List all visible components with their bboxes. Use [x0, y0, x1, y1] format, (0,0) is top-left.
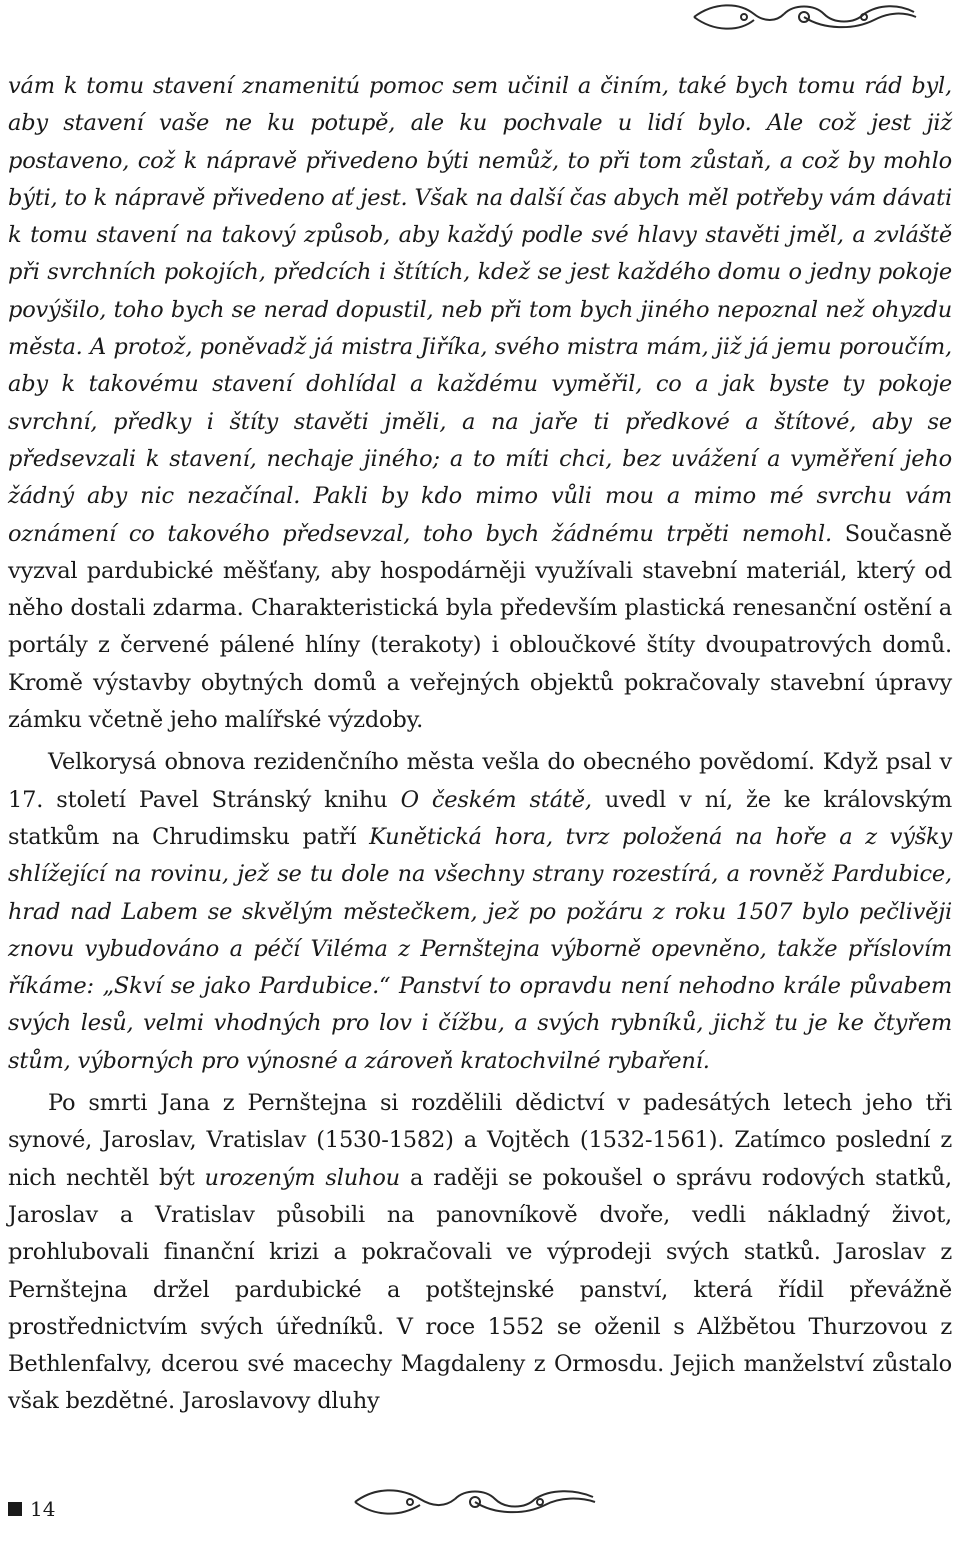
paragraph [8, 68, 952, 739]
paragraph [8, 744, 952, 1080]
italic-text: O českém státě, [400, 786, 592, 813]
page-footer [8, 1497, 55, 1521]
flourish-ornament-icon [684, 0, 924, 34]
body-text-run: Současně vyzval pardubické měšťany, aby hospodárněji využívali stavební materiál, který od něho dostali zdarma. Charakteristická byla především plastická renesanční ostění a portály z červené pálené hlíny (terakoty) i obloučkové štíty dvoupatrových domů. Kromě výstavby obytných domů a veřejných objektů pokračovaly stavební úpravy zámku včetně jeho malířské výzdoby. [8, 520, 953, 734]
body-text-run: Velkorysá obnova rezidenčního města vešla do obecného povědomí. Když psal v 17. století Pavel Stránský knihu [8, 749, 952, 813]
page-number: 14 [30, 1497, 56, 1521]
italic-text: vám k tomu stavení znamenitú pomoc sem učinil a činím, také bych tomu rád byl, aby stavení vaše ne ku potupě, ale ku pochvale u lidí bylo. Ale což jest již postaveno, což k nápravě přivedeno býti nemůž, to při tom zůstaň, a což by mohlo býti, to k nápravě přivedeno ať jest. Však na další čas abych měl potřeby vám dávati k tomu stavení na takový způsob, aby každý podle své hlavy stavěti jměl, a zvláště při svrchních pokojích, předcích i štítích, kdež se jest každého domu o jedny pokoje povýšilo, toho bych se nerad dopustil, neb při tom bych jiného nepoznal než ohyzdu města. A protož, poněvadž já mistra Jiříka, svého mistra mám, již já jemu poroučím, aby k takovému stavení dohlídal a každému vyměřil, co a jak byste ty pokoje svrchní, předky i štíty stavěti jměli, a na jaře ti předkové a štítové, aby se předsevzali k stavení, nechaje jiného; a to míti chci, bez uvážení a vyměření jeho žádný aby nic nezačínal. Pakli by kdo mimo vůli mou a mimo mé svrchu vám oznámení co takového předsevzal, toho bych žádnému trpěti nemohl. [8, 73, 952, 547]
body-text [8, 68, 952, 1421]
italic-text: Kunětická hora, tvrz položená na hoře a z výšky shlížející na rovinu, jež se tu dole na všechny strany rozestírá, a rovněž Pardubice, hrad nad Labem se skvělým městečkem, jež po požáru z roku 1507 bylo pečlivěji znovu vybudováno a péčí Viléma z Pernštejna výborně opevněno, takže příslovím říkáme: „Skví se jako Pardubice.“ Panství to opravdu není nehodno krále půvabem svých lesů, velmi vhodných pro lov i čížbu, a svých rybníků, jichž tu je ke čtyřem stům, výborných pro výnosné a zároveň kratochvilné rybaření. [8, 823, 952, 1074]
flourish-ornament-icon [345, 1485, 605, 1519]
paragraph [8, 1085, 952, 1421]
italic-text: urozeným sluhou [204, 1164, 400, 1191]
body-text-run: a raději se pokoušel o správu rodových statků, Jaroslav a Vratislav působili na panovníkově dvoře, vedli nákladný život, prohlubovali finanční krizi a pokračovali ve výprodeji svých statků. Jaroslav z Pernštejna držel pardubické a potštejnské panství, která řídil převážně prostřednictvím svých úředníků. V roce 1552 se oženil s Alžbětou Thurzovou z Bethlenfalvy, dcerou své macechy Magdaleny z Ormosdu. Jejich manželství zůstalo však bezdětné. Jaroslavovy dluhy [8, 1164, 952, 1415]
square-bullet-icon [8, 1502, 22, 1516]
body-text-run: Po smrti Jana z Pernštejna si rozdělili dědictví v padesátých letech jeho tři synové, Jaroslav, Vratislav (1530-1582) a Vojtěch (1532-1561). Zatímco poslední z nich nechtěl být [8, 1090, 952, 1191]
body-text-run: uvedl v ní, že ke královským statkům na Chrudimsku patří [8, 786, 953, 850]
